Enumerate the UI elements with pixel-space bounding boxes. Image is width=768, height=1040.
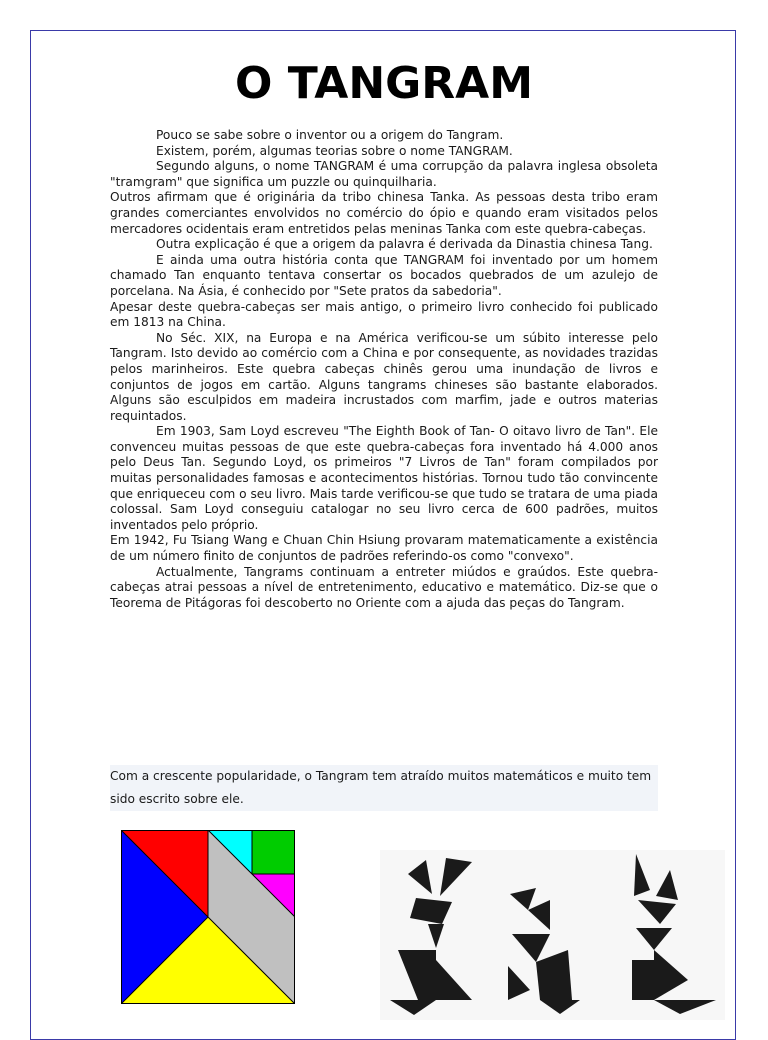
article-paragraph: Em 1942, Fu Tsiang Wang e Chuan Chin Hsiung provaram matematicamente a existência de um número finito de conjuntos de padrões referindo-os como "convexo". (110, 533, 658, 564)
article-paragraph: Segundo alguns, o nome TANGRAM é uma corrupção da palavra inglesa obsoleta "tramgram" que significa um puzzle ou quinquilharia. (110, 159, 658, 189)
rabbit-silhouette-right (632, 854, 716, 1014)
article-paragraph: Em 1903, Sam Loyd escreveu "The Eighth Book of Tan- O oitavo livro de Tan". Ele convenceu muitas pessoas de que este quebra-cabeças fora inventado há 4.000 anos pelo Deus Tan. Segundo Loyd, os primeiros "7 Livros de Tan" foram compilados por muitas personalidades famosas e acontecimentos histórias. Tornou tudo tão convincente que enriqueceu com o seu livro. Mais tarde verificou-se que tudo se tratara de uma piada colossal. Sam Loyd conseguiu catalogar no seu livro cerca de 600 padrões, muitos inventados pelo próprio. (110, 424, 658, 532)
article-body (110, 128, 658, 611)
article-paragraph: E ainda uma outra história conta que TANGRAM foi inventado por um homem chamado Tan enquanto tentava consertar os bocados quebrados de um azulejo de porcelana. Na Ásia, é conhecido por "Sete pratos da sabedoria". (110, 252, 658, 298)
rabbit-silhouette-left (390, 858, 472, 1015)
tangram-square-illustration (121, 830, 295, 1004)
tangram-rabbit-silhouettes (380, 850, 725, 1020)
article-paragraph: Apesar deste quebra-cabeças ser mais antigo, o primeiro livro conhecido foi publicado em 1813 na China. (110, 299, 658, 330)
article-paragraph: Outra explicação é que a origem da palavra é derivada da Dinastia chinesa Tang. (156, 237, 653, 252)
article-paragraph: Existem, porém, algumas teorias sobre o nome TANGRAM. (156, 143, 513, 158)
article-paragraph: Outros afirmam que é originária da tribo chinesa Tanka. As pessoas desta tribo eram grandes comerciantes envolvidos no comércio do ópio e quando eram visitados pelos mercadores ocidentais eram entretidos pelas meninas Tanka com este quebra-cabeças. (110, 190, 658, 236)
tangram-green-square (252, 830, 295, 874)
article-paragraph: No Séc. XIX, na Europa e na América verificou-se um súbito interesse pelo Tangram. Isto devido ao comércio com a China e por consequente, as novidades trazidas pelos marinheiros. Este quebra cabeças chinês gerou uma inundação de livros e conjuntos de jogos em cartão. Alguns tangrams chineses são bastante elaborados. Alguns são esculpidos em madeira incrustados com marfim, jade e outros materias requintados. (110, 330, 658, 423)
article-paragraph: Pouco se sabe sobre o inventor ou a origem do Tangram. (156, 128, 504, 142)
article-paragraph: Actualmente, Tangrams continuam a entreter miúdos e graúdos. Este quebra-cabeças atrai pessoas a nível de entretenimento, educativo e matemático. Diz-se que o Teorema de Pitágoras foi descoberto no Oriente com a ajuda das peças do Tangram. (110, 564, 658, 610)
rabbit-silhouette-middle (508, 888, 580, 1014)
page-title: O TANGRAM (234, 58, 534, 109)
closing-paragraph: Com a crescente popularidade, o Tangram tem atraído muitos matemáticos e muito tem sido escrito sobre ele. (110, 765, 658, 811)
